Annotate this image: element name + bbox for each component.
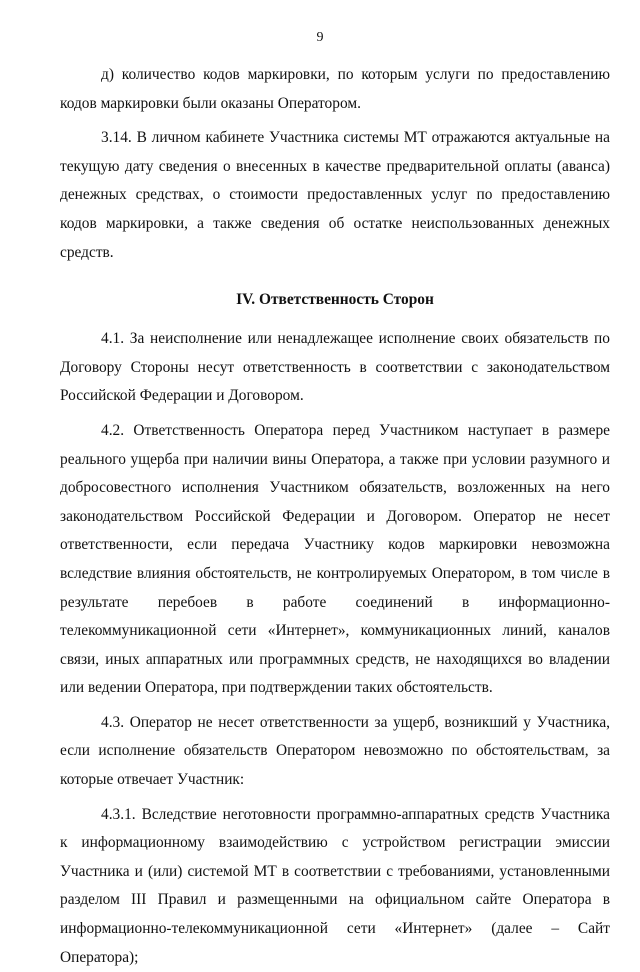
paragraph-3-14: 3.14. В личном кабинете Участника системы МТ отражаются актуальные на текущую дату сведения о внесенных в качестве предварительной оплаты (аванса) денежных средствах, о стоимости предоставленных услуг по предоставлению кодов маркировки, а также сведения об остатке неиспользованных денежных средств. bbox=[60, 129, 610, 261]
document-body bbox=[60, 61, 610, 972]
section-heading: IV. Ответственность Сторон bbox=[236, 291, 434, 309]
paragraph-item-d: д) количество кодов маркировки, по которым услуги по предоставлению кодов маркировки были оказаны Оператором. bbox=[60, 66, 610, 112]
paragraph-4-3-1: 4.3.1. Вследствие неготовности программно-аппаратных средств Участника к информационному взаимодействию с устройством регистрации эмиссии Участника и (или) системой МТ в соответствии с требованиями, установленными разделом III Правил и размещенными на официальном сайте Оператора в информационно-телекоммуникационной сети «Интернет» (далее – Сайт Оператора); bbox=[60, 805, 610, 966]
paragraph-4-2: 4.2. Ответственность Оператора перед Участником наступает в размере реального ущерба при наличии вины Оператора, а также при условии разумного и добросовестного исполнения Участником обязательств, возложенных на него законодательством Российской Федерации и Договором. Оператор не несет ответственности, если передача Участнику кодов маркировки невозможна вследствие влияния обстоятельств, не контролируемых Оператором, в том числе в результате перебоев в работе соединений в информационно-телекоммуникационной сети «Интернет», коммуникационных линий, каналов связи, иных аппаратных или программных средств, не находящихся во владении или ведении Оператора, при подтверждении таких обстоятельств. bbox=[60, 421, 610, 697]
paragraph-4-1: 4.1. За неисполнение или ненадлежащее исполнение своих обязательств по Договору Стороны несут ответственность в соответствии с законодательством Российской Федерации и Договором. bbox=[60, 330, 610, 405]
paragraph-4-3: 4.3. Оператор не несет ответственности за ущерб, возникший у Участника, если исполнение обязательств Оператором невозможно по обстоятельствам, за которые отвечает Участник: bbox=[60, 713, 610, 789]
page-number: 9 bbox=[316, 30, 324, 45]
